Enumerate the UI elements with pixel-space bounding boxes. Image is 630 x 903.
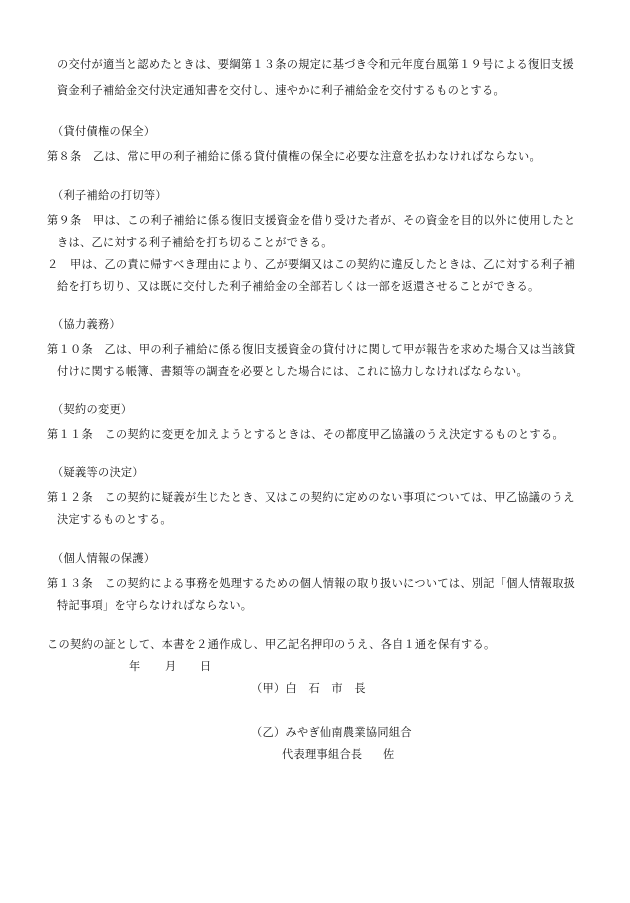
article-12-line-1: 第１２条 この契約に疑義が生じたとき、又はこの契約に定めのない事項については、甲乙協議のうえ <box>47 491 575 504</box>
section-heading-cooperation: （協力義務） <box>52 318 121 331</box>
closing-statement: この契約の証として、本書を２通作成し、甲乙記名押印のうえ、各自１通を保有する。 <box>47 638 496 651</box>
article-11: 第１１条 この契約に変更を加えようとするときは、その都度甲乙協議のうえ決定するものとする。 <box>47 428 564 441</box>
party-a-signatory: （甲）白 石 市 長 <box>251 682 366 695</box>
section-heading-amendment: （契約の変更） <box>52 403 133 416</box>
section-heading-termination: （利子補給の打切等） <box>52 189 167 202</box>
section-heading-privacy: （個人情報の保護） <box>52 552 156 565</box>
intro-line-2: 資金利子補給金交付決定通知書を交付し、速やかに利子補給金を交付するものとする。 <box>57 84 506 97</box>
article-10-line-2: 付けに関する帳簿、書類等の調査を必要とした場合には、これに協力しなければならない。 <box>57 365 528 378</box>
party-b-organization: （乙）みやぎ仙南農業協同組合 <box>251 726 412 739</box>
party-b-representative-name: 佐 <box>383 748 395 761</box>
article-9-line-1: 第９条 甲は、この利子補給に係る復旧支援資金を借り受けた者が、その資金を目的以外に使用したと <box>47 214 576 227</box>
article-13-line-2: 特記事項」を守らなければならない。 <box>57 599 253 612</box>
article-8: 第８条 乙は、常に甲の利子補給に係る貸付債権の保全に必要な注意を払わなければならない。 <box>47 150 541 163</box>
article-13-line-1: 第１３条 この契約による事務を処理するための個人情報の取り扱いについては、別記「個人情報取扱 <box>47 577 576 590</box>
section-heading-disputes: （疑義等の決定） <box>52 466 144 479</box>
article-10-line-1: 第１０条 乙は、甲の利子補給に係る復旧支援資金の貸付けに関して甲が報告を求めた場合又は当該貸 <box>47 343 576 356</box>
section-heading-guarantee: （貸付債権の保全） <box>52 125 156 138</box>
article-9-p2-line-2: 給を打ち切り、又は既に交付した利子補給金の全部若しくは一部を返還させることができる。 <box>57 280 540 293</box>
intro-line-1: の交付が適当と認めたときは、要綱第１３条の規定に基づき令和元年度台風第１９号による復旧支援 <box>57 58 574 71</box>
article-12-line-2: 決定するものとする。 <box>57 513 172 526</box>
date-month: 月 <box>165 660 177 673</box>
date-day: 日 <box>200 660 212 673</box>
date-year: 年 <box>129 660 141 673</box>
article-9-p2-line-1: ２ 甲は、乙の責に帰すべき理由により、乙が要綱又はこの契約に違反したときは、乙に対する利子補 <box>47 258 576 271</box>
article-9-line-2: きは、乙に対する利子補給を打ち切ることができる。 <box>57 236 333 249</box>
party-b-representative-title: 代表理事組合長 <box>282 748 363 761</box>
